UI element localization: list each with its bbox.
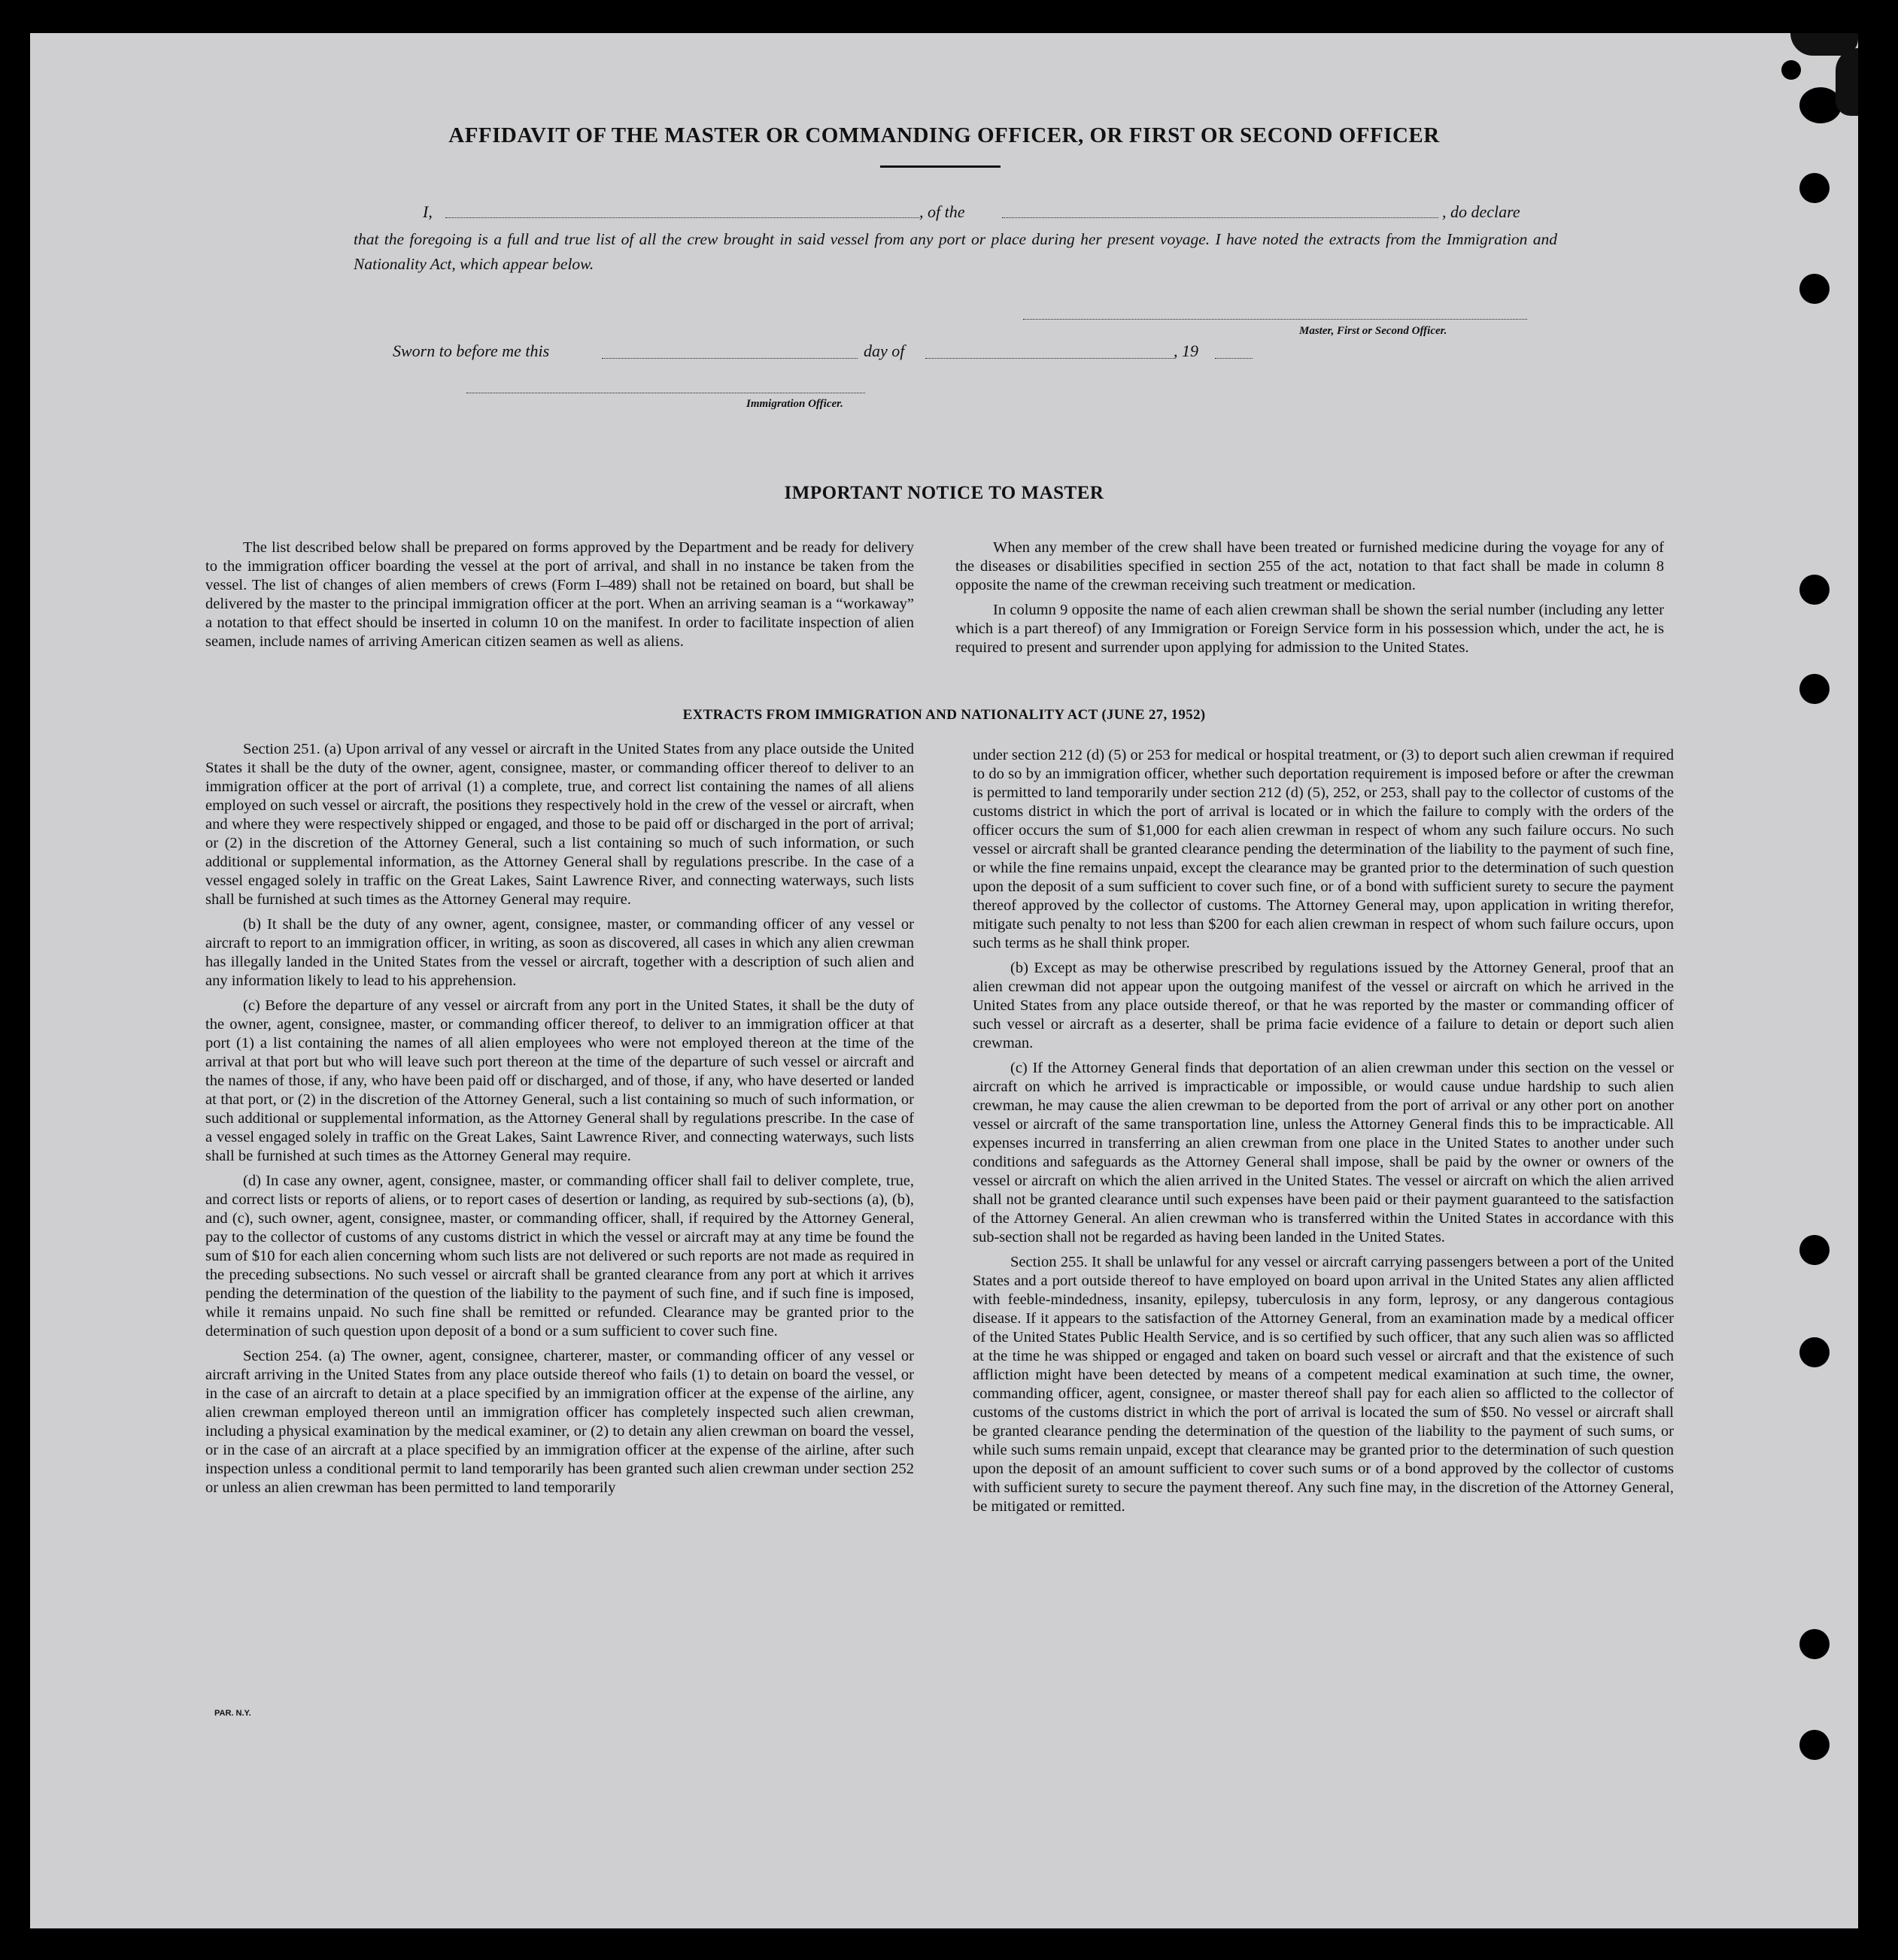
master-signature-label: Master, First or Second Officer. [1299,325,1447,337]
binder-hole [1799,1235,1830,1265]
notice-title: IMPORTANT NOTICE TO MASTER [784,483,1104,503]
day-of-label: day of [864,341,905,360]
binder-hole [1799,1337,1830,1367]
notice-right-paragraph-1: When any member of the crew shall have been treated or furnished medicine during the voyage for any of the diseases or disabilities specified in section 255 of the act, notation to that fact shall be made in column 8 opposite the name of the crewman receiving such treatment or medication. [955,539,1664,593]
binder-hole [1799,674,1830,704]
form-page [30,33,1858,1928]
section-251d: (d) In case any owner, agent, consignee, master, or commanding officer shall fail to deliver complete, true, and correct lists or reports of aliens, or to report cases of desertion or landing, as required by sub-sections (a), (b), and (c), such owner, agent, consignee, master, or commanding officer, shall, if required by the Attorney General, pay to the collector of customs of any customs district in which the vessel or aircraft may at any time be found the sum of $10 for each alien concerning whom such lists are not delivered or such reports are not made as required in the preceding subsections. No such vessel or aircraft shall be granted clearance from any port at which it arrives pending the determination of the question of the liability to the payment of such fine, and if such fine is imposed, while it remains unpaid. No such fine shall be remitted or refunded. Clearance may be granted prior to the determination of such question upon deposit of a bond or a sum sufficient to cover such fine. [205,1173,914,1340]
section-251a: Section 251. (a) Upon arrival of any vessel or aircraft in the United States from any place outside the United States it shall be the duty of the owner, agent, consignee, master, or commanding officer thereof to deliver to an immigration officer at the port of arrival (1) a complete, true, and correct list containing the names of all aliens employed on such vessel or aircraft, the positions they respectively hold in the crew of the vessel or aircraft, when and where they were respectively shipped or engaged, and those to be paid off or discharged in the port of arrival; or (2) in the discretion of the Attorney General, such a list containing so much of such information, or such additional or supplemental information, as the Attorney General shall by regulations prescribe. In the case of a vessel engaged solely in traffic on the Great Lakes, Saint Lawrence River, and connecting waterways, such lists shall be furnished at such times as the Attorney General may require. [205,741,914,908]
section-254a-continued: under section 212 (d) (5) or 253 for medical or hospital treatment, or (3) to deport such alien crewman if required to do so by an immigration officer, whether such deportation requirement is imposed before or after the crewman is permitted to land temporarily under section 212 (d) (5), 252, or 253, shall pay to the collector of customs of the customs district in which the port of arrival is located or in which the failure to comply with the orders of the officer occurs the sum of $1,000 for each alien crewman in respect of whom any such failure occurs. No such vessel or aircraft shall be granted clearance pending the determination of the liability to the payment of such fine, or while the fine remains unpaid, except the clearance may be granted prior to the determination of such question upon the deposit of a sum sufficient to cover such fine, or of a bond with sufficient surety to secure the payment thereof approved by the collector of customs. The Attorney General may, upon application in writing therefor, mitigate such penalty to not less than $200 for each alien crewman in respect of whom such failure occurs, upon such terms as he shall think proper. [973,747,1674,951]
act-left-column [205,740,914,1503]
immigration-officer-label: Immigration Officer. [746,398,843,410]
notice-left-column [205,539,914,657]
declaration-text: that the foregoing is a full and true list of all the crew brought in said vessel from any port or place during her present voyage. I have noted the extracts from the Immigration and Nationality Act, which appear below. [354,230,1557,273]
sworn-day-line[interactable] [602,358,858,359]
section-254c: (c) If the Attorney General finds that deportation of an alien crewman under this section on the vessel or aircraft on which he arrived is impracticable or impossible, or would cause undue hardship to such alien crewman, he may cause the alien crewman to be deported from the port of arrival or any other port on another vessel or aircraft of the same transportation line, unless the Attorney General finds this to be impracticable. All expenses incurred in transferring an alien crewman from one place in the United States to another under such conditions and safeguards as the Attorney General shall impose, shall be paid by the owner or owners of the vessel or aircraft on which the alien arrived in the United States. The vessel or aircraft on which the alien arrived shall not be granted clearance until such expenses have been paid or their payment guaranteed to the satisfaction of the Attorney General. An alien crewman who is transferred within the United States in accordance with this sub-section shall not be regarded as having been landed in the United States. [973,1060,1674,1245]
notice-right-paragraph-2: In column 9 opposite the name of each alien crewman shall be shown the serial number (including any letter which is a part thereof) of any Immigration or Foreign Service form in his possession which, under the act, he is required to present and surrender upon applying for admission to the United States. [955,602,1664,656]
do-declare-label: , do declare [1442,202,1520,221]
sworn-month-line[interactable] [925,358,1174,359]
act-right-column [973,746,1674,1522]
vessel-field-line[interactable] [1002,217,1438,218]
binder-hole [1799,1629,1830,1659]
binder-hole [1799,575,1830,605]
binder-hole [1799,173,1830,203]
notice-right-column [955,539,1664,663]
section-254b: (b) Except as may be otherwise prescribed by regulations issued by the Attorney General, proof that an alien crewman did not appear upon the outgoing manifest of the vessel or aircraft on which he arrived in the United States from any place outside thereof, or that he was reported by the master or commanding officer of such vessel or aircraft as a deserter, shall be prima facie evidence of a failure to detain or deport such alien crewman. [973,960,1674,1051]
printer-mark: PAR. N.Y. [214,1709,251,1718]
binder-hole [1781,60,1801,80]
section-251b: (b) It shall be the duty of any owner, agent, consignee, master, or commanding officer of any vessel or aircraft to report to an immigration officer, in writing, as soon as discovered, all cases in which any alien crewman has illegally landed in the United States from the vessel or aircraft, together with a description of such alien and any information likely to lead to his apprehension. [205,916,914,989]
of-the-label: , of the [919,202,965,221]
section-251c: (c) Before the departure of any vessel or aircraft from any port in the United States, it shall be the duty of the owner, agent, consignee, master, or commanding officer thereof, to deliver to an immigration officer at that port (1) a list containing the names of all alien employees who were not employed thereon at the time of the arrival at that port but who will leave such port thereon at the time of the departure of such vessel or aircraft and the names of those, if any, who have been paid off or discharged, and of those, if any, who have deserted or landed at that port, or (2) in the discretion of the Attorney General, such a list containing so much of such information, or such additional or supplemental information, as the Attorney General shall by regulations prescribe. In the case of a vessel engaged solely in traffic on the Great Lakes, Saint Lawrence River, and connecting waterways, such lists shall be furnished at such times as the Attorney General may require. [205,997,914,1164]
section-254a: Section 254. (a) The owner, agent, consignee, charterer, master, or commanding officer of any vessel or aircraft arriving in the United States from any place outside thereof who fails (1) to detain on board the vessel, or in the case of an aircraft to detain at a place specified by an immigration officer at the expense of the airline, any alien crewman employed thereon until an immigration officer has completely inspected such alien crewman, including a physical examination by the medical examiner, or (2) to detain any alien crewman on board the vessel, or in the case of an aircraft at a place specified by an immigration officer at the expense of the airline, after such inspection unless a conditional permit to land temporarily has been granted such alien crewman under section 252 or unless an alien crewman has been permitted to land temporarily [205,1348,914,1496]
sworn-label: Sworn to before me this [393,341,550,360]
binder-hole [1799,274,1830,304]
year-label: , 19 [1174,341,1198,360]
extracts-title: EXTRACTS FROM IMMIGRATION AND NATIONALITY ACT (JUNE 27, 1952) [682,707,1206,723]
torn-corner [1836,48,1858,116]
name-field-line[interactable] [445,217,919,218]
sworn-year-line[interactable] [1215,358,1253,359]
title-rule [880,165,1001,168]
binder-hole [1799,1730,1830,1760]
section-255: Section 255. It shall be unlawful for any vessel or aircraft carrying passengers between a port of the United States and a port outside thereof to have employed on board upon arrival in the United States any alien afflicted with feeble-mindedness, insanity, epilepsy, tuberculosis in any form, leprosy, or any dangerous contagious disease. If it appears to the satisfaction of the Attorney General, from an examination made by a medical officer of the United States Public Health Service, and is so certified by such officer, that any such alien was so afflicted at the time he was shipped or engaged and taken on board such vessel or aircraft and that the existence of such affliction might have been detected by means of a competent medical examination at such time, the owner, commanding officer, agent, consignee, or master thereof shall pay for each alien so afflicted to the collector of customs of the customs district in which the port of arrival is located the sum of $50. No vessel or aircraft shall be granted clearance pending the determination of the question of the liability to the payment of such sums, or while such sums remain unpaid, except that clearance may be granted prior to the determination of such question upon the deposit of an amount sufficient to cover such sums or of a bond approved by the collector of customs with sufficient surety to secure the payment thereof. Any such fine may, in the discretion of the Attorney General, be mitigated or remitted. [973,1254,1674,1515]
master-signature-line[interactable] [1023,319,1527,320]
affidavit-title: AFFIDAVIT OF THE MASTER OR COMMANDING OFFICER, OR FIRST OR SECOND OFFICER [448,123,1440,147]
i-label: I, [423,202,433,221]
notice-left-paragraph: The list described below shall be prepared on forms approved by the Department and be ready for delivery to the immigration officer boarding the vessel at the port of arrival, and shall in no instance be taken from the vessel. The list of changes of alien members of crews (Form I–489) shall not be retained on board, but shall be delivered by the master to the principal immigration officer at the port. When an arriving seaman is a “workaway” a notation to that effect should be inserted in column 10 on the manifest. In order to facilitate inspection of alien seamen, include names of arriving American citizen seamen as well as aliens. [205,539,914,650]
